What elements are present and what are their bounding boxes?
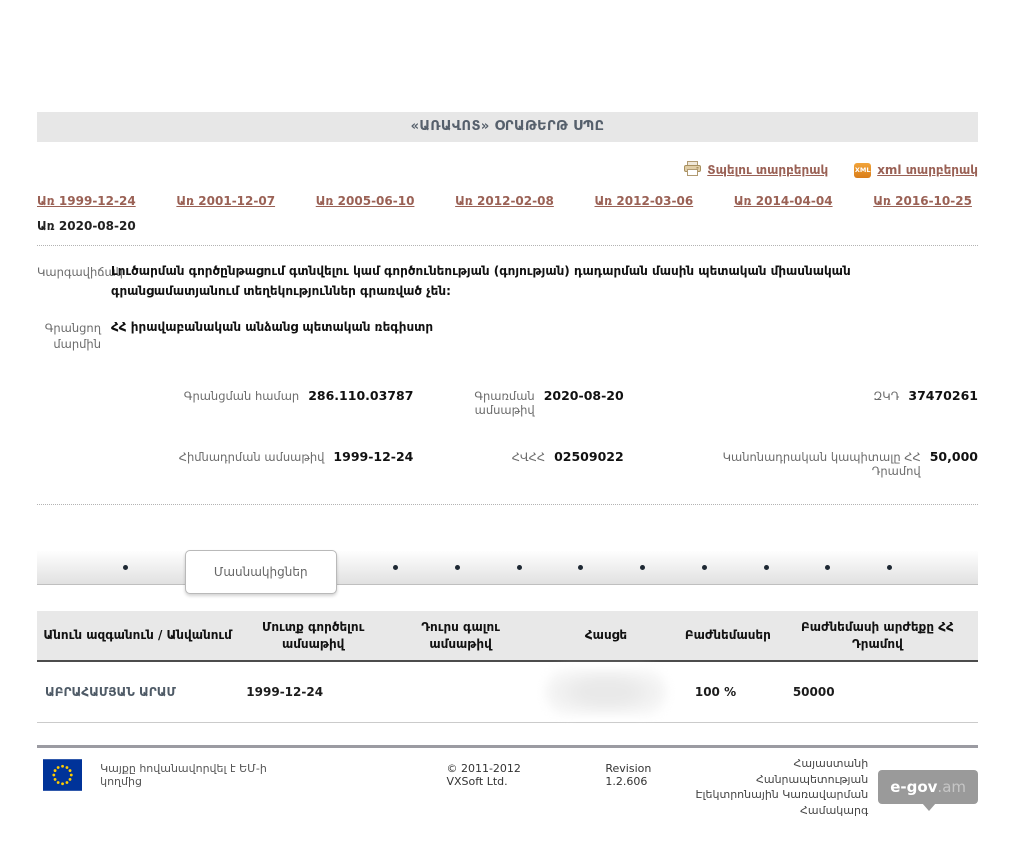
footer <box>37 745 978 818</box>
registration-details <box>37 388 978 478</box>
table-header-cell: Դուրս գալու ամսաթիվ <box>388 611 533 662</box>
registrar-row <box>37 318 978 352</box>
action-links <box>37 160 978 180</box>
xml-icon: XML <box>854 163 871 178</box>
collapsed-tab-dot-icon[interactable] <box>640 565 645 570</box>
registration-field <box>413 449 695 478</box>
date-version-link[interactable]: Առ 1999-12-24 <box>37 194 136 208</box>
divider <box>37 245 978 246</box>
eu-flag-icon <box>43 756 82 794</box>
table-header-cell: Բաժնեմասի արժեքը ՀՀ Դրամով <box>777 611 978 662</box>
table-cell: 1999-12-24 <box>238 661 388 723</box>
tab-participants[interactable] <box>185 550 337 594</box>
footer-gov-block <box>680 756 978 818</box>
status-row <box>37 262 978 302</box>
gov-system-text <box>680 756 869 818</box>
registration-field-value: 37470261 <box>908 387 978 403</box>
footer-credits <box>446 762 679 788</box>
table-header-cell: Անուն ազգանուն / Անվանում <box>37 611 238 662</box>
address-cell <box>533 661 679 723</box>
date-version-link[interactable]: Առ 2012-02-08 <box>455 194 554 208</box>
status-label: Կարգավիճակ <box>37 265 123 279</box>
tab-strip <box>37 551 978 585</box>
registration-field-label: Գրառման ամսաթիվ <box>474 388 535 417</box>
registration-field-value: 02509022 <box>554 448 624 464</box>
collapsed-tab-dot-icon[interactable] <box>578 565 583 570</box>
date-version-link[interactable]: Առ 2012-03-06 <box>594 194 694 208</box>
table-header-row <box>37 611 978 662</box>
registration-field-label: Կանոնադրական կապիտալը ՀՀ Դրամով <box>722 449 921 478</box>
gov-system-line2: Էլեկտրոնային Կառավարման Համակարգ <box>695 788 869 817</box>
registration-field-label: Հիմնադրման ամսաթիվ <box>178 449 325 464</box>
egov-logo[interactable] <box>878 770 978 804</box>
date-version-link[interactable]: Առ 2001-12-07 <box>176 194 276 208</box>
gov-system-line1: Հայաստանի Հանրապետության <box>755 757 869 786</box>
collapsed-tab-dot-icon[interactable] <box>455 565 460 570</box>
registrar-label: Գրանցող մարմին <box>44 320 101 351</box>
registration-field <box>413 388 695 417</box>
registration-field-label: Գրանցման համար <box>183 388 300 403</box>
date-version-link[interactable]: Առ 2016-10-25 <box>873 194 972 208</box>
table-header-cell: Բաժնեմասեր <box>679 611 777 662</box>
registration-field <box>696 388 978 417</box>
table-cell: 50000 <box>777 661 978 723</box>
registration-field-value: 1999-12-24 <box>333 448 414 464</box>
print-version-link[interactable] <box>684 161 828 179</box>
xml-version-link[interactable] <box>854 163 978 178</box>
collapsed-tab-dot-icon[interactable] <box>702 565 707 570</box>
registration-field-value: 50,000 <box>929 448 978 464</box>
collapsed-tab-dot-icon[interactable] <box>517 565 522 570</box>
collapsed-tab-dot-icon[interactable] <box>764 565 769 570</box>
date-version-link[interactable]: Առ 2014-04-04 <box>733 194 833 208</box>
participants-table <box>37 611 978 724</box>
copyright-text: © 2011-2012 VXSoft Ltd. <box>446 762 521 789</box>
date-version-link[interactable]: Առ 2005-06-10 <box>315 194 415 208</box>
tab-participants-label: Մասնակիցներ <box>213 564 308 579</box>
eu-sponsor-text: Կայքը հովանավորվել է ԵՄ-ի կողմից <box>100 762 267 789</box>
divider <box>37 504 978 505</box>
company-name: «ԱՌԱՎՈՏ» ՕՐԱԹԵՐԹ ՍՊԸ <box>410 119 605 134</box>
version-date-links <box>37 194 978 208</box>
collapsed-tab-dot-icon[interactable] <box>123 565 128 570</box>
registrar-value: ՀՀ իրավաբանական անձանց պետական ռեգիստր <box>111 319 434 334</box>
table-cell: 100 % <box>679 661 777 723</box>
table-cell: ԱԲՐԱՀԱՄՅԱՆ ԱՐԱՄ <box>37 661 238 723</box>
footer-eu-block <box>37 756 276 794</box>
registration-field <box>696 449 978 478</box>
revision-text: Revision 1.2.606 <box>605 762 652 789</box>
page-title <box>37 112 978 142</box>
table-header-cell: Հասցե <box>533 611 679 662</box>
table-header-cell: Մուտք գործելու ամսաթիվ <box>238 611 388 662</box>
table-cell <box>388 661 533 723</box>
xml-version-label: xml տարբերակ <box>877 163 978 177</box>
registration-field <box>37 388 413 417</box>
registration-field-label: ՀՎՀՀ <box>511 449 546 464</box>
table-row <box>37 661 978 723</box>
registration-field <box>37 449 413 478</box>
redacted-address-blur <box>545 669 667 715</box>
collapsed-tab-dot-icon[interactable] <box>887 565 892 570</box>
collapsed-tab-dot-icon[interactable] <box>393 565 398 570</box>
registration-field-label: ԶԿԴ <box>873 388 900 403</box>
current-version-date: Առ 2020-08-20 <box>37 219 136 233</box>
collapsed-tab-dot-icon[interactable] <box>825 565 830 570</box>
status-value: Լուծարման գործընթացում գտնվելու կամ գործունեության (գոյության) դադարման մասին պետական միասնական գրանցամատյանում տեղեկություններ գրառված չեն: <box>111 264 851 298</box>
registration-field-value: 286.110.03787 <box>308 387 414 403</box>
egov-logo-main: e-gov <box>890 778 938 797</box>
registration-field-value: 2020-08-20 <box>543 387 624 403</box>
print-version-label: Տպելու տարբերակ <box>707 163 829 177</box>
printer-icon <box>684 161 701 179</box>
egov-logo-suffix: .am <box>937 778 966 797</box>
